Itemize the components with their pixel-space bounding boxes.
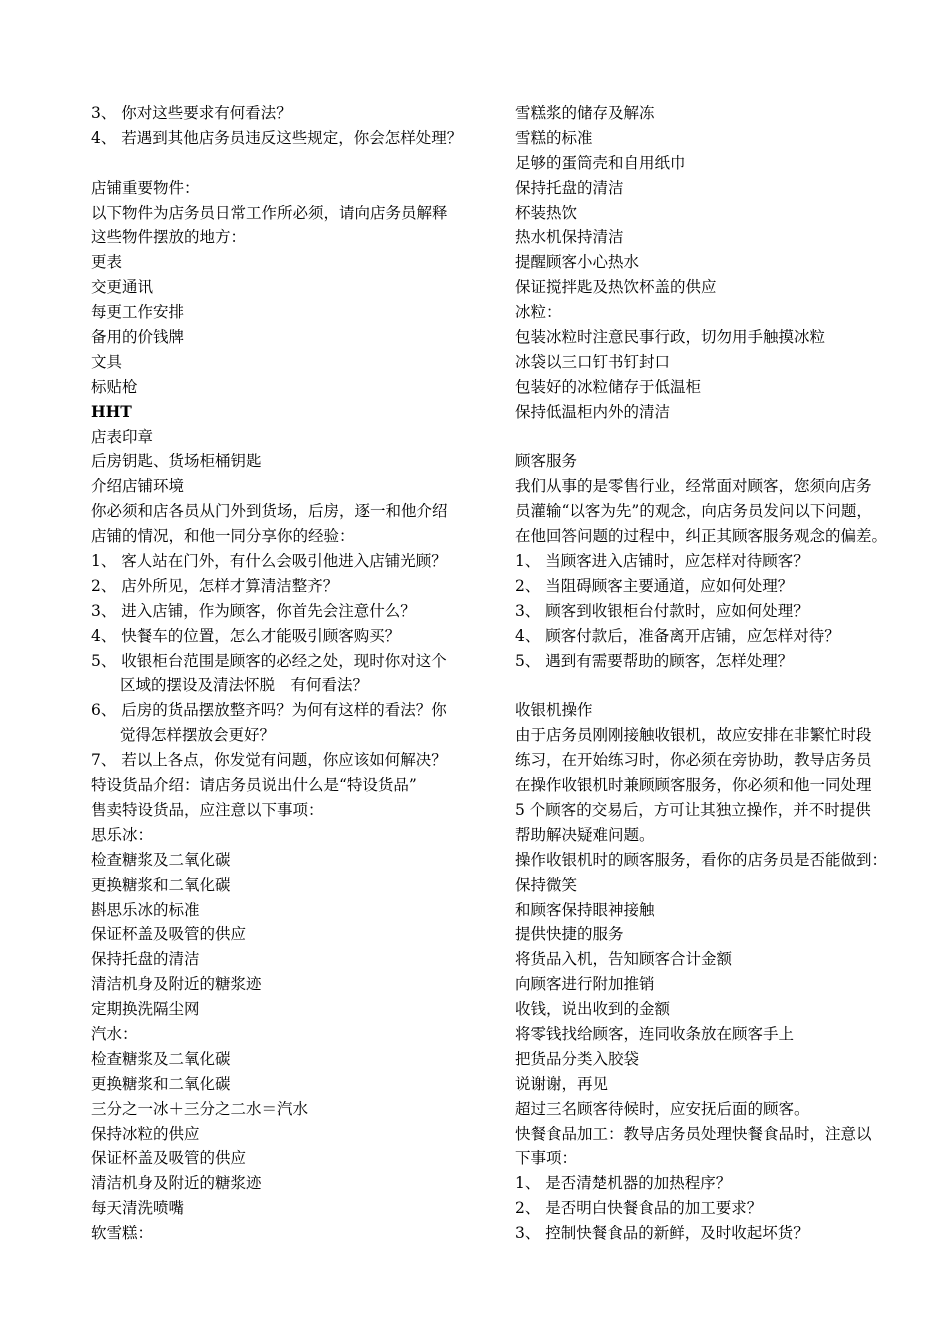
text-line: 保持托盘的清洁 bbox=[91, 950, 200, 969]
text-line: 员灌输“以客为先”的观念，向店务员发问以下问题， bbox=[515, 502, 872, 521]
text-line: 检查糖浆及二氧化碳 bbox=[91, 1049, 231, 1068]
text-line: 将货品入机，告知顾客合计金额 bbox=[515, 950, 733, 969]
text-line: 把货品分类入胶袋 bbox=[515, 1049, 640, 1068]
text-line: 3、 控制快餐食品的新鲜，及时收起坏货？ bbox=[515, 1224, 809, 1243]
text-line: 收银机操作 bbox=[515, 701, 593, 720]
text-line: 将零钱找给顾客，连同收条放在顾客手上 bbox=[515, 1024, 795, 1043]
text-line: 快餐食品加工：教导店务员处理快餐食品时，注意以 bbox=[515, 1124, 872, 1143]
text-line: 斟思乐冰的标准 bbox=[91, 900, 200, 919]
text-line: 下事项： bbox=[515, 1149, 578, 1168]
text-line: 1、 是否清楚机器的加热程序？ bbox=[515, 1174, 732, 1193]
text-line: 顾客服务 bbox=[515, 452, 578, 471]
text-line: 雪糕浆的储存及解冻 bbox=[515, 104, 655, 122]
text-line: 5、 遇到有需要帮助的顾客，怎样处理？ bbox=[515, 651, 794, 670]
text-line: 店铺的情况，和他一同分享你的经验： bbox=[91, 527, 355, 546]
text-line: 2、 当阻碍顾客主要通道，应如何处理？ bbox=[515, 576, 794, 595]
text-line: 每更工作安排 bbox=[91, 303, 185, 322]
blank-line bbox=[515, 425, 915, 450]
blank-line bbox=[515, 673, 915, 698]
text-line: 2、 是否明白快餐食品的加工要求？ bbox=[515, 1199, 763, 1218]
text-line: 文具 bbox=[91, 352, 123, 371]
text-line: 杯装热饮 bbox=[515, 203, 578, 222]
text-line: 我们从事的是零售行业，经常面对顾客，您须向店务 bbox=[515, 477, 872, 496]
text-line: 保持托盘的清洁 bbox=[515, 178, 624, 197]
text-line: 店表印章 bbox=[91, 427, 154, 446]
text-line: 包装好的冰粒储存于低温柜 bbox=[515, 377, 702, 396]
blank-line bbox=[91, 151, 491, 176]
text-line: 3、 进入店铺，作为顾客，你首先会注意什么？ bbox=[91, 601, 416, 620]
text-line: 3、 你对这些要求有何看法？ bbox=[91, 104, 292, 122]
text-line: 在他回答问题的过程中，纠正其顾客服务观念的偏差。 bbox=[515, 527, 888, 546]
text-line: 在操作收银机时兼顾顾客服务，你必须和他一同处理 bbox=[515, 776, 872, 795]
text-line: 保证杯盖及吸管的供应 bbox=[91, 1149, 247, 1168]
text-line: 店铺重要物件： bbox=[91, 178, 200, 197]
text-line: 保证杯盖及吸管的供应 bbox=[91, 925, 247, 944]
text-line: 区域的摆设及清法怀脱 有何看法？ bbox=[120, 676, 369, 695]
text-line: 由于店务员刚刚接触收银机，故应安排在非繁忙时段 bbox=[515, 726, 872, 745]
text-line: 7、 若以上各点，你发觉有问题，你应该如何解决？ bbox=[91, 751, 447, 770]
text-line: 5 个顾客的交易后，方可让其独立操作，并不时提供 bbox=[515, 800, 871, 819]
text-line: 操作收银机时的顾客服务，看你的店务员是否能做到： bbox=[515, 850, 888, 869]
text-line: 收钱，说出收到的金额 bbox=[515, 1000, 671, 1019]
text-line: 清洁机身及附近的糖浆迹 bbox=[91, 975, 262, 994]
text-line: 特设货品介绍：请店务员说出什么是“特设货品” bbox=[91, 776, 417, 795]
text-line: 提供快捷的服务 bbox=[515, 925, 624, 944]
text-line: 以下物件为店务员日常工作所必须，请向店务员解释 bbox=[91, 203, 448, 222]
text-line: 售卖特设货品，应注意以下事项： bbox=[91, 800, 324, 819]
text-line: 软雪糕： bbox=[91, 1224, 154, 1243]
text-line: 后房钥匙、货场柜桶钥匙 bbox=[91, 452, 262, 471]
text-line: 4、 顾客付款后，准备离开店铺，应怎样对待？ bbox=[515, 626, 840, 645]
text-line: 6、 后房的货品摆放整齐吗？为何有这样的看法？你 bbox=[91, 701, 447, 720]
text-line: 2、 店外所见，怎样才算清洁整齐？ bbox=[91, 576, 339, 595]
text-line: HHT bbox=[91, 401, 132, 421]
text-line: 说谢谢，再见 bbox=[515, 1074, 609, 1093]
text-line: 备用的价钱牌 bbox=[91, 328, 185, 347]
text-line: 你必须和店各员从门外到货场，后房，逐一和他介绍 bbox=[91, 502, 448, 521]
text-line: 交更通讯 bbox=[91, 278, 154, 297]
text-line: 1、 当顾客进入店铺时，应怎样对待顾客？ bbox=[515, 552, 809, 571]
right-column bbox=[515, 101, 915, 1246]
text-line: 保持冰粒的供应 bbox=[91, 1124, 200, 1143]
text-line: 保证搅拌匙及热饮杯盖的供应 bbox=[515, 278, 717, 297]
text-line: 更换糖浆和二氧化碳 bbox=[91, 875, 231, 894]
text-line: 5、 收银柜台范围是顾客的必经之处，现时你对这个 bbox=[91, 651, 447, 670]
text-line: 冰袋以三口钉书钉封口 bbox=[515, 352, 671, 371]
text-line: 3、 顾客到收银柜台付款时，应如何处理？ bbox=[515, 601, 809, 620]
text-line: 提醒顾客小心热水 bbox=[515, 253, 640, 272]
text-line: 每天清洗喷嘴 bbox=[91, 1199, 185, 1218]
text-line: 汽水： bbox=[91, 1024, 138, 1043]
text-line: 1、 客人站在门外，有什么会吸引他进入店铺光顾？ bbox=[91, 552, 447, 571]
text-line: 超过三名顾客待候时，应安抚后面的顾客。 bbox=[515, 1099, 810, 1118]
text-line: 练习，在开始练习时，你必须在旁协助，教导店务员 bbox=[515, 751, 872, 770]
text-line: 这些物件摆放的地方： bbox=[91, 228, 247, 247]
text-line: 向顾客进行附加推销 bbox=[515, 975, 655, 994]
text-line: 三分之一冰＋三分之二水＝汽水 bbox=[91, 1099, 309, 1118]
text-line: 思乐冰： bbox=[91, 825, 154, 844]
text-line: 帮助解决疑难问题。 bbox=[515, 825, 655, 844]
text-line: 更换糖浆和二氧化碳 bbox=[91, 1074, 231, 1093]
text-line: 包装冰粒时注意民事行政，切勿用手触摸冰粒 bbox=[515, 328, 826, 347]
text-line: 4、 快餐车的位置，怎么才能吸引顾客购买？ bbox=[91, 626, 401, 645]
text-line: 保持低温柜内外的清洁 bbox=[515, 402, 671, 421]
text-line: 足够的蛋筒壳和自用纸巾 bbox=[515, 153, 686, 172]
text-line: 和顾客保持眼神接触 bbox=[515, 900, 655, 919]
text-line: 觉得怎样摆放会更好？ bbox=[120, 726, 276, 745]
text-line: 热水机保持清洁 bbox=[515, 228, 624, 247]
text-line: 定期换洗隔尘网 bbox=[91, 1000, 200, 1019]
text-line: 介绍店铺环境 bbox=[91, 477, 185, 496]
text-line: 雪糕的标准 bbox=[515, 128, 593, 147]
text-line: 更表 bbox=[91, 253, 123, 272]
text-line: 检查糖浆及二氧化碳 bbox=[91, 850, 231, 869]
text-line: 清洁机身及附近的糖浆迹 bbox=[91, 1174, 262, 1193]
text-line: 4、 若遇到其他店务员违反这些规定，你会怎样处理？ bbox=[91, 128, 463, 147]
text-line: 冰粒： bbox=[515, 303, 562, 322]
left-column bbox=[91, 101, 491, 1246]
text-line: 保持微笑 bbox=[515, 875, 578, 894]
text-line: 标贴枪 bbox=[91, 377, 138, 396]
